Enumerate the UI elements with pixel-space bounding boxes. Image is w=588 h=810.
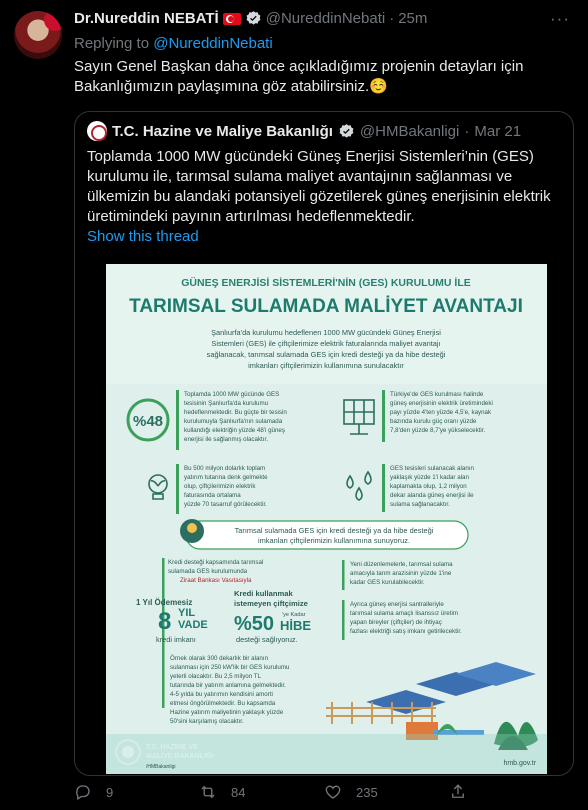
quote-header: [87, 121, 521, 141]
retweet-count: 84: [231, 784, 246, 800]
quote-avatar: [87, 121, 107, 141]
grant-intro-line: istemeyen çiftçimize: [234, 599, 308, 608]
block3-line: olup, çiftçilerimizin elektrik: [184, 483, 256, 490]
credit-bank: Ziraat Bankası Vasıtasıyla: [180, 577, 252, 584]
block3-line: yatırım tutarına denk gelmekte: [184, 474, 268, 481]
verified-icon: [245, 10, 262, 27]
heart-icon: [324, 783, 342, 801]
block1-line: tesisinin Şanlıurfa'da kurulumu: [184, 400, 269, 407]
social-handle: /HMBakanligi: [146, 764, 176, 770]
block3-line: yüzde 70 tasarruf görülecektir.: [184, 501, 267, 508]
tweet-text: Sayın Genel Başkan daha önce açıkladığımız projenin detayları için Bakanlığımızın paylaşımına göz atabilirsiniz.☺️: [74, 58, 524, 95]
reply-icon: [74, 783, 92, 801]
vade-years-word: YIL: [178, 607, 196, 619]
block1-line: Toplamda 1000 MW gücünde GES: [184, 391, 280, 398]
infographic-title-line1: GÜNEŞ ENERJİSİ SİSTEMLERİ'NİN (GES) KURULUMU İLE: [181, 277, 471, 289]
grant-intro-line: Kredi kullanmak: [234, 589, 293, 598]
block4-line: dekar alanda güneş enerjisi ile: [390, 492, 474, 499]
credit-imkani: kredi imkanı: [156, 635, 196, 644]
block4-line: sulama sağlanacaktır.: [390, 501, 450, 508]
block2-text: [390, 391, 493, 434]
block3-text: [184, 465, 268, 508]
example-line: tutarında bir yatırım anlamına gelmektedir.: [170, 682, 286, 689]
logo-line2: MALİYE BAKANLIĞI: [146, 753, 214, 760]
vade-term-word: VADE: [178, 619, 208, 631]
banner-line: Tarımsal sulamada GES için kredi desteği ya da hibe desteği: [234, 526, 434, 535]
quote-date: Mar 21: [474, 122, 522, 140]
example-line: Hazine yatırım maliyetinin yaklaşık yüzde: [170, 709, 284, 716]
tweet-time[interactable]: 25m: [398, 10, 428, 27]
block2-line: Türkiye'de GES kurulması halinde: [390, 391, 484, 398]
intro-line: Şanlıurfa'da kurulumu hedeflenen 1000 MW gücündeki Güneş Enerjisi: [211, 328, 441, 337]
grant-outro: desteği sağlıyoruz.: [236, 635, 298, 644]
tweet-header: [74, 10, 427, 27]
right-a-line: amacıyla tarım arazisinin yüzde 1'ine: [350, 570, 452, 577]
separator-dot: ·: [389, 10, 395, 27]
turkish-flag-icon: [223, 13, 241, 25]
avatar[interactable]: [14, 11, 62, 59]
intro-line: Sistemleri (GES) ile çiftçilerimize elektrik faturalarında maliyet avantajı: [211, 339, 441, 348]
banner-text: [235, 526, 434, 545]
author-name[interactable]: Dr.Nureddin NEBATİ: [74, 10, 219, 27]
example-line: yeterli olacaktır. Bu 2,5 milyon TL: [170, 673, 262, 680]
share-button[interactable]: [449, 783, 574, 801]
infographic-title-line2: TARIMSAL SULAMADA MALİYET AVANTAJI: [129, 296, 523, 317]
example-line: sulanması için 250 kW'lik bir GES kurulumu: [170, 664, 290, 671]
example-line: Örnek olarak 300 dekarlık bir alanın: [170, 655, 269, 662]
block3-line: faturasında ortalama: [184, 492, 241, 499]
retweet-button[interactable]: [199, 783, 324, 801]
author-handle[interactable]: @NureddinNebati: [265, 10, 386, 27]
infographic-image[interactable]: [106, 264, 547, 774]
block1-line: kurulumuyla Şanlıurfa'nın sulamada: [184, 418, 283, 425]
verified-icon: [338, 123, 355, 140]
block4-line: kaplamakta olup, 1,2 milyon: [390, 483, 467, 490]
quote-author-name: T.C. Hazine ve Maliye Bakanlığı: [112, 122, 333, 140]
intro-line: sağlanacak, tarımsal sulamada GES için kredi desteği ya da hibe desteği: [206, 350, 446, 359]
credit-line: sulamada GES kurulumunda: [168, 568, 248, 575]
share-icon: [449, 783, 467, 801]
right-b-line: fazlası elektriği satış imkanı getirilecektir.: [350, 628, 462, 635]
block4-line: yaklaşık yüzde 1'i kadar alan: [390, 474, 469, 481]
vade-years-number: 8: [158, 608, 172, 635]
intro-line: imkanları çiftçilerimizin kullanımına sunulacaktır: [248, 361, 404, 370]
retweet-icon: [199, 783, 217, 801]
grant-word: HİBE: [280, 618, 312, 633]
right-b-line: tarımsal sulama amaçlı lisanssız üretim: [350, 610, 458, 617]
reply-to-link[interactable]: @NureddinNebati: [153, 35, 273, 52]
block3-line: Bu 500 milyon dolarlık toplam: [184, 465, 266, 472]
reply-button[interactable]: [74, 783, 199, 801]
like-button[interactable]: [324, 783, 449, 801]
block1-line: hedeflenmektedir. Bu güçte bir tesisin: [184, 409, 287, 416]
grant-upto: 'ye Kadar: [282, 612, 306, 618]
badge-icon: [44, 11, 62, 31]
block4-line: GES tesisleri sulanacak alanın: [390, 465, 474, 472]
example-line: etmesi öngörülmektedir. Bu kapsamda: [170, 700, 276, 707]
grace-period-label: 1 Yıl Ödemesiz: [136, 598, 193, 607]
quote-text: Toplamda 1000 MW gücündeki Güneş Enerjisi Sistemleri’nin (GES) kurulumu ile, tarımsal sulama maliyet avantajının sağlanması ve ülkemizin bu alandaki potansiyeli gözetilerek güneş enerjisinin elektrik üretimindeki payının artırılması hedeflenmektedir.: [87, 148, 551, 225]
reply-context: [74, 35, 273, 52]
money-hand-icon: [180, 519, 204, 543]
block2-line: bazında kurulu güç oranı yüzde: [390, 418, 477, 425]
example-line: 4-5 yılda bu yatırımın kendisini amorti: [170, 691, 273, 698]
credit-line: Kredi desteği kapsamında tarımsal: [168, 559, 264, 566]
reply-count: 9: [106, 784, 114, 800]
logo-line1: T.C. HAZİNE VE: [146, 744, 198, 751]
action-bar: [74, 783, 574, 801]
reply-prefix: Replying to: [74, 35, 150, 52]
quoted-tweet[interactable]: [74, 111, 574, 776]
block1-line: kullandığı elektriğin yüzde 48'i güneş: [184, 427, 285, 434]
block2-line: payı yüzde 4'ten yüzde 4,5'e, kaynak: [390, 409, 492, 416]
percent-48-label: %48: [132, 413, 164, 430]
banner-line: imkanları çiftçilerimizin kullanımına sunuyoruz.: [258, 536, 410, 545]
right-a-line: kadar GES kurulabilecektir.: [350, 579, 425, 586]
show-thread-link[interactable]: Show this thread: [87, 228, 199, 245]
quote-author-handle: @HMBakanligi: [359, 122, 460, 140]
right-b-line: Ayrıca güneş enerjisi santralleriyle: [350, 601, 444, 608]
separator-dot: ·: [464, 122, 470, 140]
block2-line: 7,8'den yüzde 8,7'ye yükselecektir.: [390, 427, 486, 434]
right-a-line: Yeni düzenlemelerle, tarımsal sulama: [350, 561, 453, 568]
website: hmb.gov.tr: [503, 760, 536, 767]
right-b-line: yapan bireyler (çiftçiler) de ihtiyaç: [350, 619, 442, 626]
example-line: 50'sini karşılamış olacaktır.: [170, 718, 244, 725]
more-options-icon[interactable]: ···: [550, 9, 570, 28]
like-count: 235: [356, 784, 378, 800]
block1-line: enerjisi ile sağlanmış olacaktır.: [184, 436, 268, 443]
grant-percent: %50: [234, 613, 275, 635]
block2-line: güneş enerjisinin elektrik üretimindeki: [390, 400, 493, 407]
